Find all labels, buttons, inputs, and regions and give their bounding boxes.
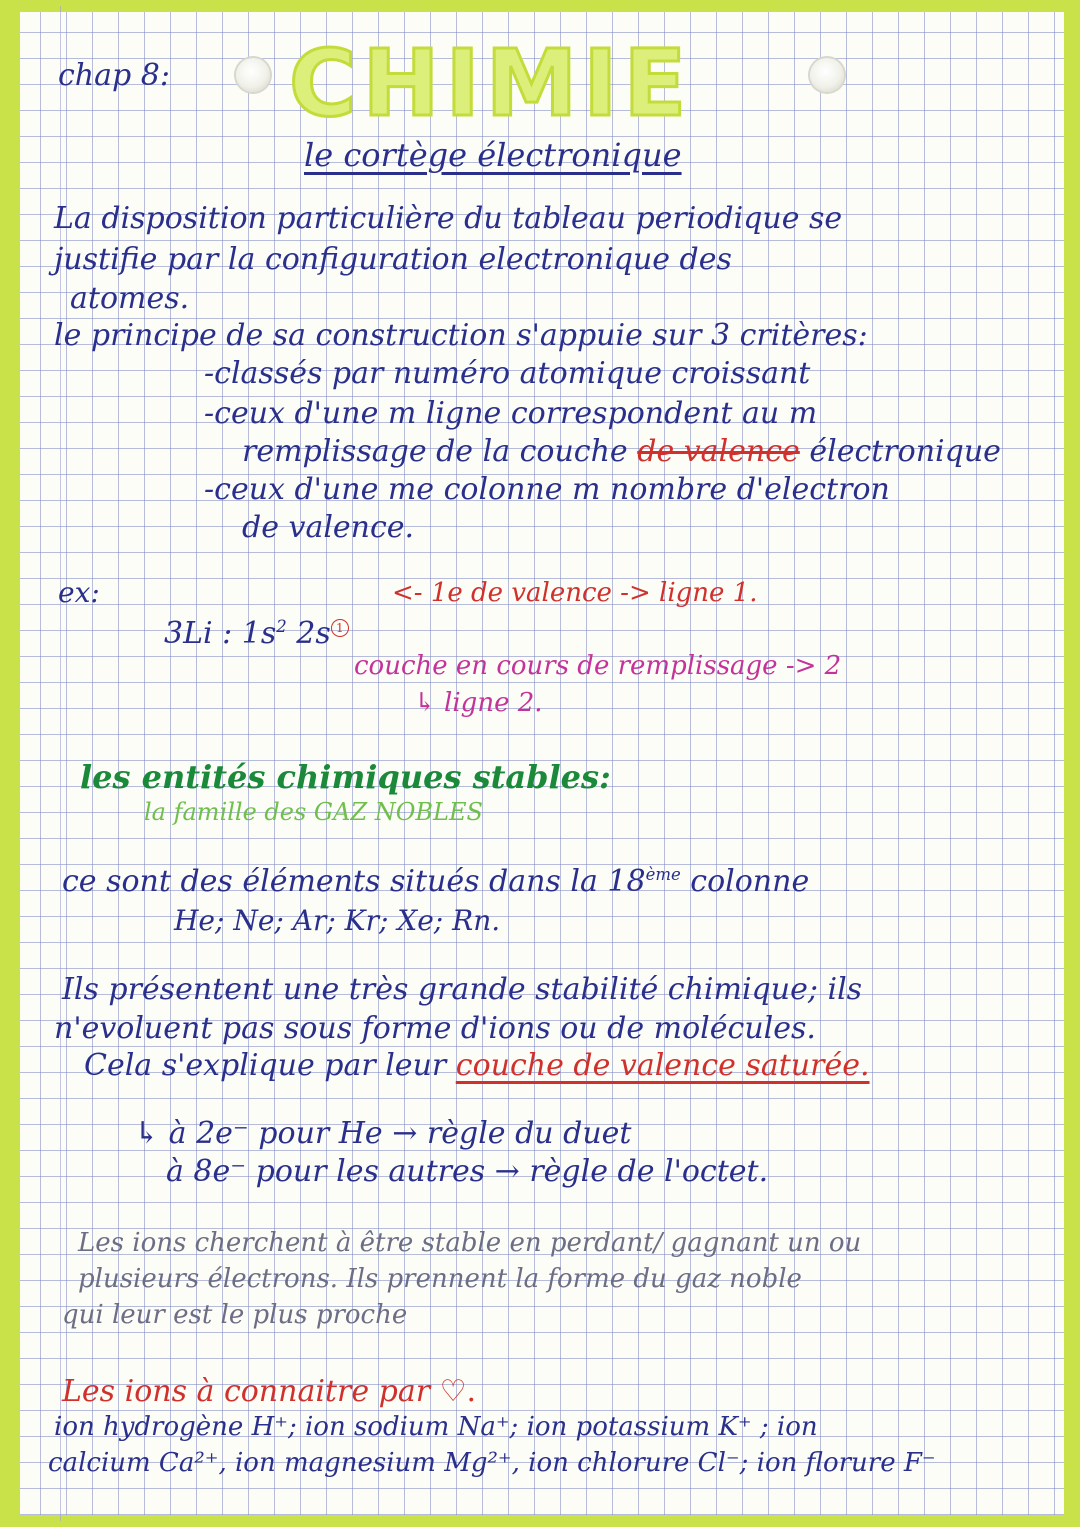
stability-line-3 <box>84 1048 870 1083</box>
electron-config <box>164 616 349 651</box>
stability-line-1: Ils présentent une très grande stabilité chimique; ils <box>62 972 863 1007</box>
column-exponent: ème <box>645 865 681 884</box>
ions-note-line-3: qui leur est le plus proche <box>62 1300 408 1330</box>
ions-heading <box>62 1374 476 1409</box>
criterion-3b: de valence. <box>242 510 415 545</box>
noble-gas-end: colonne <box>680 864 810 899</box>
criterion-2b-text: remplissage de la couche <box>242 434 628 469</box>
heart-icon: ♡. <box>439 1374 477 1409</box>
noble-gas-text: ce sont des éléments situés dans la 18 <box>62 864 646 899</box>
example-label: ex: <box>58 576 100 609</box>
ions-line-1: ion hydrogène H⁺; ion sodium Na⁺; ion potassium K⁺ ; ion <box>54 1412 818 1442</box>
intro-line-3: atomes. <box>70 281 190 316</box>
notebook-page <box>14 6 1070 1521</box>
punch-hole-left <box>236 58 270 92</box>
noble-gas-elements: He; Ne; Ar; Kr; Xe; Rn. <box>174 904 501 937</box>
saturated-valence: couche de valence saturée. <box>455 1048 870 1083</box>
page-title: CHIMIE <box>289 30 693 137</box>
ions-note-line-2: plusieurs électrons. Ils prennent la forme du gaz noble <box>78 1264 802 1294</box>
struck-text: de valence <box>637 434 800 469</box>
ions-note-line-1: Les ions cherchent à être stable en perdant/ gagnant un ou <box>78 1228 862 1258</box>
line-note: ↳ ligne 2. <box>414 688 543 718</box>
octet-rule: à 8e⁻ pour les autres → règle de l'octet. <box>166 1154 769 1189</box>
criterion-2b <box>242 434 1001 469</box>
stable-subheading: la famille des GAZ NOBLES <box>144 798 483 826</box>
valence-note: <- 1e de valence -> ligne 1. <box>392 578 758 608</box>
stability-line-2: n'evoluent pas sous forme d'ions ou de molécules. <box>54 1011 816 1046</box>
noble-gas-line <box>62 864 809 899</box>
config-mid: 2s <box>286 616 331 651</box>
criterion-1: -classés par numéro atomique croissant <box>204 356 811 391</box>
stable-heading: les entités chimiques stables: <box>80 758 611 796</box>
filling-note: couche en cours de remplissage -> 2 <box>354 651 842 681</box>
ions-heading-text: Les ions à connaitre par <box>62 1374 431 1409</box>
criterion-2b-end: électronique <box>809 434 1001 469</box>
chapter-label: chap 8: <box>58 58 170 93</box>
intro-line-2: justifie par la configuration electronique des <box>54 242 732 277</box>
criterion-3a: -ceux d'une me colonne m nombre d'electron <box>204 472 890 507</box>
config-start: 3Li : 1s <box>164 616 277 651</box>
intro-line-4: le principe de sa construction s'appuie sur 3 critères: <box>54 318 868 353</box>
punch-hole-right <box>810 58 844 92</box>
stability-line-3-text: Cela s'explique par leur <box>84 1048 447 1083</box>
criterion-2a: -ceux d'une m ligne correspondent au m <box>204 396 818 431</box>
duet-rule: ↳ à 2e⁻ pour He → règle du duet <box>134 1116 632 1151</box>
ions-line-2: calcium Ca²⁺, ion magnesium Mg²⁺, ion chlorure Cl⁻; ion florure F⁻ <box>48 1448 936 1478</box>
intro-line-1: La disposition particulière du tableau periodique se <box>54 201 843 236</box>
circled-number: 1 <box>331 619 349 637</box>
page-subtitle: le cortège électronique <box>304 136 682 174</box>
config-exponent: 2 <box>276 617 287 636</box>
